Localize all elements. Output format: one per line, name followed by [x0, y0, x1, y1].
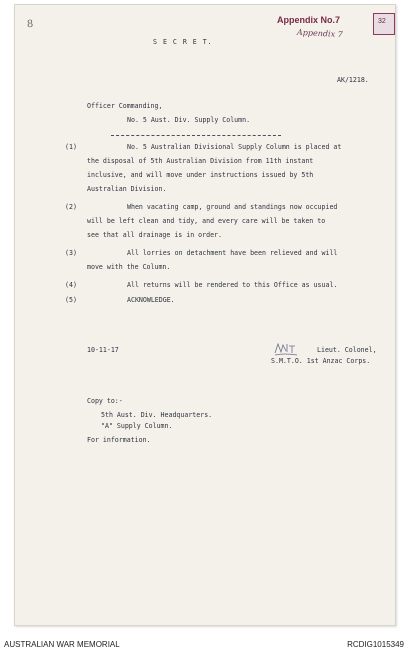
handwritten-appendix: Appendix 7 [296, 27, 343, 40]
paragraph-2-line-2: will be left clean and tidy, and every care will be taken to [87, 217, 326, 225]
pencil-page-number: 8 [26, 18, 34, 31]
folio-number: 32 [378, 18, 386, 25]
appendix-stamp-number: 7 [335, 15, 341, 25]
paragraph-1-line-4: Australian Division. [87, 185, 167, 193]
paragraph-1-line-1: No. 5 Australian Divisional Supply Column is placed at [127, 143, 342, 151]
copy-line-2: "A" Supply Column. [101, 422, 173, 430]
paragraph-3-line-1: All lorries on detachment have been relieved and will [127, 249, 338, 257]
paragraph-1-number: (1) [65, 143, 77, 151]
document-heading: S E C R E T. [153, 38, 213, 46]
signature-unit: S.M.T.O. 1st Anzac Corps. [271, 357, 371, 365]
paragraph-4-number: (4) [65, 281, 77, 289]
copy-to-label: Copy to:- [87, 397, 123, 405]
copy-line-1: 5th Aust. Div. Headquarters. [101, 411, 213, 419]
addressee-line-2: No. 5 Aust. Div. Supply Column. [127, 116, 251, 124]
appendix-stamp-label: Appendix No. [277, 15, 335, 25]
handwritten-signature [273, 341, 299, 357]
for-information: For information. [87, 436, 151, 444]
document-page [14, 4, 396, 626]
paragraph-2-line-1: When vacating camp, ground and standings now occupied [127, 203, 338, 211]
paragraph-2-line-3: see that all drainage is in order. [87, 231, 222, 239]
footer-record-id: RCDIG1015349 [347, 640, 404, 649]
paragraph-2-number: (2) [65, 203, 77, 211]
addressee-line-1: Officer Commanding, [87, 102, 163, 110]
document-date: 10-11-17 [87, 346, 119, 354]
folio-stamp [373, 13, 395, 35]
appendix-stamp [277, 15, 340, 25]
paragraph-5-line-1: ACKNOWLEDGE. [127, 296, 175, 304]
signature-rank: Lieut. Colonel, [317, 346, 377, 354]
paragraph-3-line-2: move with the Column. [87, 263, 171, 271]
paragraph-1-line-3: inclusive, and will move under instructions issued by 5th [87, 171, 314, 179]
footer-institution: AUSTRALIAN WAR MEMORIAL [4, 640, 120, 649]
paragraph-1-line-2: the disposal of 5th Australian Division from 11th instant [87, 157, 314, 165]
paragraph-4-line-1: All returns will be rendered to this Office as usual. [127, 281, 338, 289]
addressee-underline [111, 135, 281, 136]
paragraph-5-number: (5) [65, 296, 77, 304]
paragraph-3-number: (3) [65, 249, 77, 257]
document-reference: AK/1218. [337, 76, 369, 84]
